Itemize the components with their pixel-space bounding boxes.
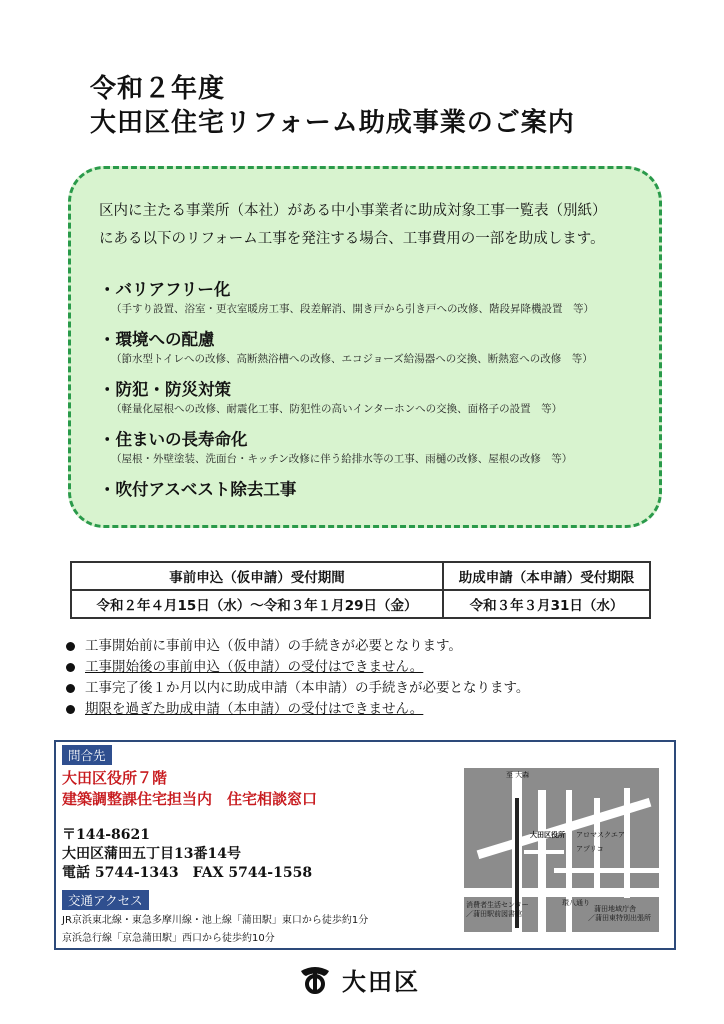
program-summary-box [68,166,662,528]
list-item [66,636,529,657]
map-label: 環八通り [562,899,590,907]
bullet-icon [66,663,75,672]
map-label: アプリコ [576,845,604,853]
eligible-work-list [99,279,659,501]
access-line: 京浜急行線「京急蒲田駅」西口から徒歩約10分 [62,933,275,944]
item-detail: （屋根・外壁塗装、洗面台・キッチン改修に伴う給排水等の工事、雨樋の改修、屋根の改修 等） [111,453,573,465]
map-label: ／蒲田駅前図書館 [466,910,522,918]
ota-ward-emblem-icon [298,965,332,995]
office-line: 建築調整課住宅担当内 住宅相談窓口 [62,790,318,808]
list-item [99,429,659,467]
value-cell: 令和２年４月15日（水）～令和３年１月29日（金） [71,590,443,618]
map-label: 蒲田地域庁舎 [594,905,636,913]
bullet-icon [66,705,75,714]
item-title: ・住まいの長寿命化 [99,430,248,449]
access-line: JR京浜東北線・東急多摩川線・池上線「蒲田駅」東口から徒歩約1分 [62,915,369,926]
office-name [62,768,317,810]
intro-text [99,197,659,253]
map-road [624,788,630,898]
map-label: 消費者生活センター [466,901,529,909]
map-road [594,798,600,888]
phone-fax: 電話 5744-1343 FAX 5744-1558 [62,865,313,881]
item-title: ・バリアフリー化 [99,280,231,299]
note-text: 期限を過ぎた助成申請（本申請）の受付はできません。 [85,701,424,717]
table-row [71,590,650,618]
map-road [524,850,564,854]
intro-line: 区内に主たる事業所（本社）がある中小事業者に助成対象工事一覧表（別紙） [99,203,607,219]
map-label: 至 大森 [506,771,530,779]
map-road [538,790,546,932]
map-road [566,790,572,932]
title-main: 大田区住宅リフォーム助成事業のご案内 [90,108,575,138]
access-map [464,768,659,932]
note-text: 工事完了後１か月以内に助成申請（本申請）の手続きが必要となります。 [85,680,530,696]
header-cell: 事前申込（仮申請）受付期間 [71,562,443,590]
access-info [62,912,368,948]
street-address: 大田区蒲田五丁目13番14号 [62,846,241,862]
item-title: ・環境への配慮 [99,330,215,349]
bullet-icon [66,684,75,693]
bullet-icon [66,642,75,651]
access-tag: 交通アクセス [62,890,149,910]
item-detail: （手すり設置、浴室・更衣室暖房工事、段差解消、開き戸から引き戸への改修、階段昇降機設置 等） [111,303,594,315]
list-item [99,379,659,417]
list-item [99,279,659,317]
map-label: ／蒲田東特別出張所 [588,914,651,922]
note-text: 工事開始後の事前申込（仮申請）の受付はできません。 [85,659,424,675]
intro-line: にある以下のリフォーム工事を発注する場合、工事費用の一部を助成します。 [99,231,605,247]
note-text: 工事開始前に事前申込（仮申請）の手続きが必要となります。 [85,638,462,654]
item-title: ・防犯・防災対策 [99,380,231,399]
list-item [66,678,529,699]
header-cell: 助成申請（本申請）受付期限 [443,562,650,590]
application-period-table [70,561,651,619]
list-item [66,657,529,678]
footer-logo [298,962,420,997]
postal-code: 〒144-8621 [62,827,150,843]
item-title: ・吹付アスベスト除去工事 [99,480,297,499]
list-item [99,329,659,367]
title-year: 令和２年度 [90,74,226,104]
map-label: 大田区役所 [530,831,565,839]
map-road [554,868,659,873]
page-title [90,72,575,140]
list-item [66,699,529,720]
contact-tag: 問合先 [62,745,112,765]
address-block [62,826,312,883]
item-detail: （軽量化屋根への改修、耐震化工事、防犯性の高いインターホンへの交換、面格子の設置 等） [111,403,563,415]
office-line: 大田区役所７階 [62,769,168,787]
value-cell: 令和３年３月31日（水） [443,590,650,618]
contact-box [54,740,676,950]
logo-text: 大田区 [342,968,420,996]
item-detail: （節水型トイレへの改修、高断熱浴槽への改修、エコジョーズ給湯器への交換、断熱窓への改修 等） [111,353,593,365]
notes-list [66,636,529,720]
list-item [99,479,659,501]
map-label: アロマスクエア [576,831,625,839]
table-header-row [71,562,650,590]
